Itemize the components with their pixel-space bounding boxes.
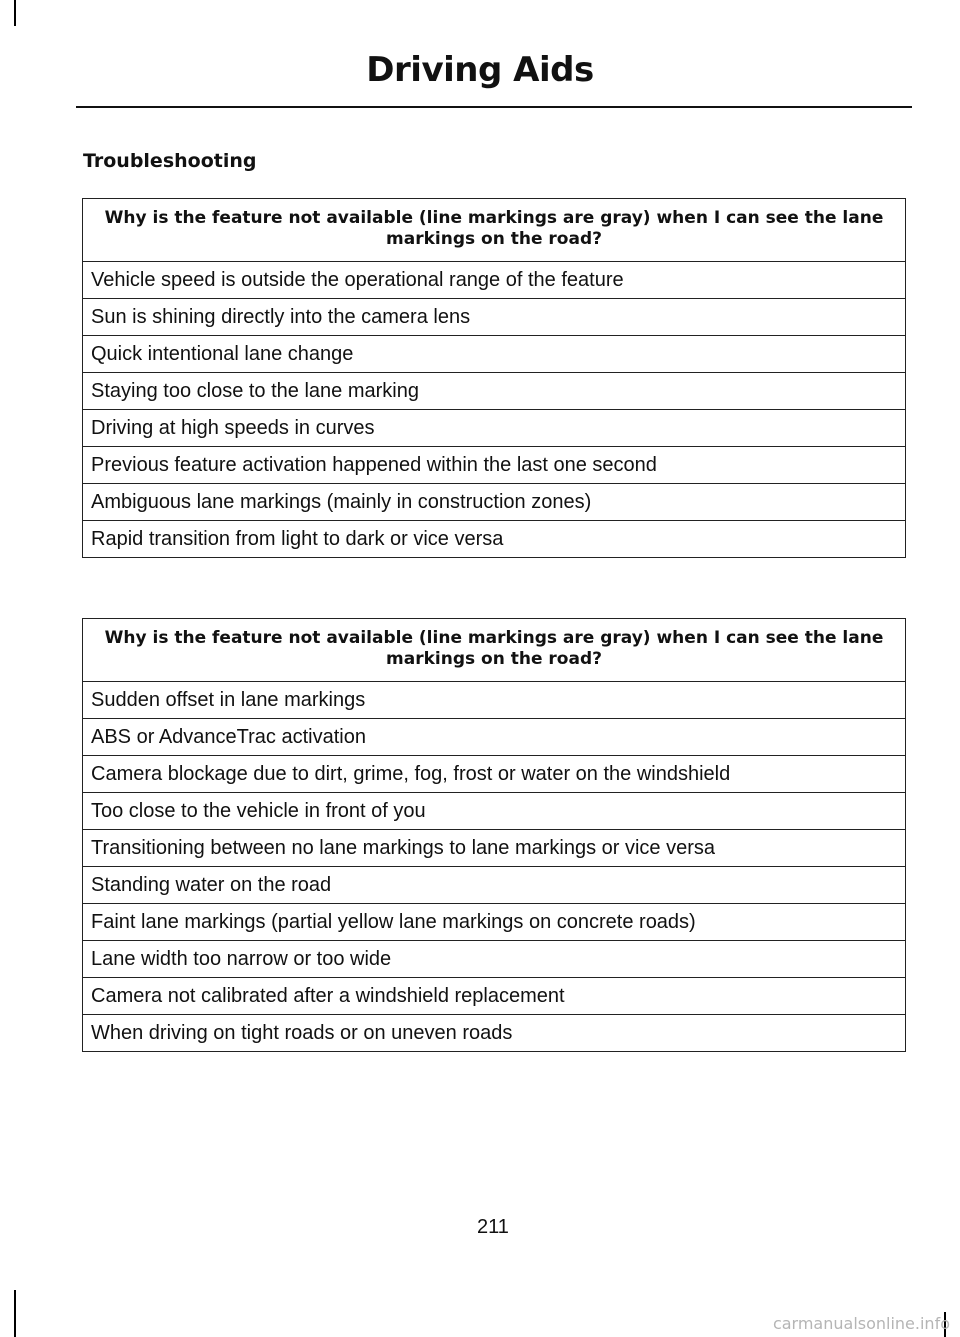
table-row: Faint lane markings (partial yellow lane markings on concrete roads)	[83, 904, 906, 941]
page-number: 211	[477, 1216, 509, 1238]
table-row: Camera not calibrated after a windshield replacement	[83, 978, 906, 1015]
section-heading: Troubleshooting	[83, 150, 257, 172]
crop-mark-bottom-left	[14, 1290, 16, 1337]
table-header: Why is the feature not available (line markings are gray) when I can see the lane markings on the road?	[83, 199, 906, 262]
table-row: Quick intentional lane change	[83, 336, 906, 373]
page-title: Driving Aids	[366, 50, 594, 90]
table-row: Transitioning between no lane markings to lane markings or vice versa	[83, 830, 906, 867]
table-row: Sun is shining directly into the camera lens	[83, 299, 906, 336]
table-row: Staying too close to the lane marking	[83, 373, 906, 410]
crop-mark-top-left	[14, 0, 16, 26]
table-row: Ambiguous lane markings (mainly in construction zones)	[83, 484, 906, 521]
table-header: Why is the feature not available (line markings are gray) when I can see the lane markings on the road?	[83, 619, 906, 682]
table-row: Rapid transition from light to dark or vice versa	[83, 521, 906, 558]
header-divider	[76, 106, 912, 108]
table-row: Standing water on the road	[83, 867, 906, 904]
table-row: Camera blockage due to dirt, grime, fog, frost or water on the windshield	[83, 756, 906, 793]
table-row: Too close to the vehicle in front of you	[83, 793, 906, 830]
table-row: Sudden offset in lane markings	[83, 682, 906, 719]
table-row: Lane width too narrow or too wide	[83, 941, 906, 978]
watermark: carmanualsonline.info	[772, 1314, 950, 1333]
table-row: Previous feature activation happened within the last one second	[83, 447, 906, 484]
table-row: Driving at high speeds in curves	[83, 410, 906, 447]
table-row: When driving on tight roads or on uneven roads	[83, 1015, 906, 1052]
table-row: ABS or AdvanceTrac activation	[83, 719, 906, 756]
table-row: Vehicle speed is outside the operational range of the feature	[83, 262, 906, 299]
troubleshooting-table-1	[82, 198, 906, 558]
troubleshooting-table-2	[82, 618, 906, 1052]
